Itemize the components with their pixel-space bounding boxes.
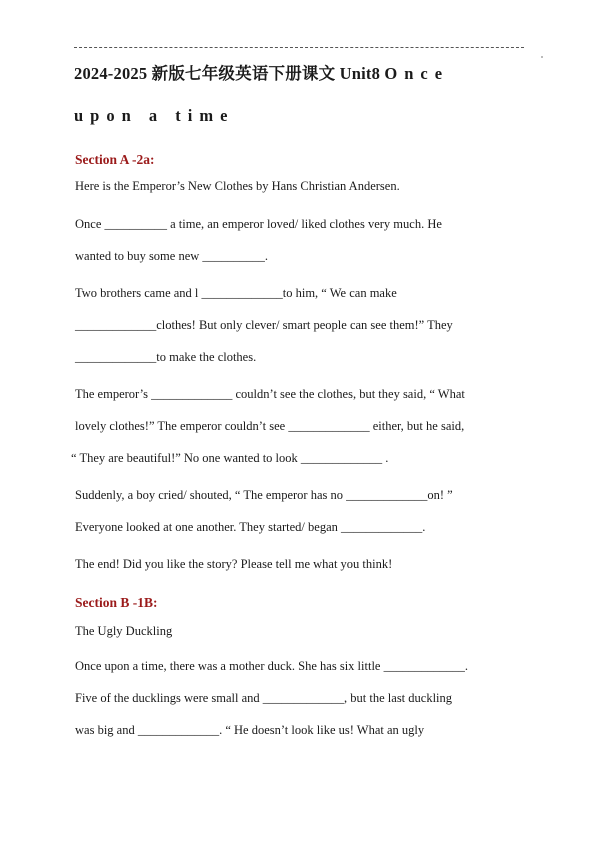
section-a-line: “ They are beautiful!” No one wanted to look _____________ . xyxy=(71,451,389,465)
section-a-heading: Section A -2a: xyxy=(75,152,155,167)
section-a-line: _____________to make the clothes. xyxy=(75,350,257,364)
section-a-line: Once __________ a time, an emperor loved/ liked clothes very much. He xyxy=(75,217,442,231)
section-a-line: Everyone looked at one another. They started/ began _____________. xyxy=(75,520,426,534)
section-a-line: The end! Did you like the story? Please tell me what you think! xyxy=(75,557,393,571)
corner-dot xyxy=(541,56,543,58)
section-a-line: Here is the Emperor’s New Clothes by Hans Christian Andersen. xyxy=(75,179,400,193)
section-b-line: Five of the ducklings were small and _____________, but the last duckling xyxy=(75,691,453,705)
section-a-line: Two brothers came and l _____________to him, “ We can make xyxy=(75,286,397,300)
header-dashed-rule xyxy=(74,47,524,48)
section-a-line: Suddenly, a boy cried/ shouted, “ The emperor has no _____________on! ” xyxy=(75,488,453,502)
section-b-line: Once upon a time, there was a mother duck. She has six little _____________. xyxy=(75,659,468,673)
document-title-line1 xyxy=(74,60,449,84)
section-a-line: _____________clothes! But only clever/ smart people can see them!” They xyxy=(75,318,453,332)
section-b-line: The Ugly Duckling xyxy=(75,624,173,638)
section-a-line: The emperor’s _____________ couldn’t see the clothes, but they said, “ What xyxy=(75,387,465,401)
title-main: 2024-2025 新版七年级英语下册课文 Unit8 xyxy=(74,64,381,83)
title-tail: Once xyxy=(384,64,450,83)
section-b-line: was big and _____________. “ He doesn’t look like us! What an ugly xyxy=(75,723,425,737)
section-a-line: lovely clothes!” The emperor couldn’t see _____________ either, but he said, xyxy=(75,419,465,433)
document-title-line2: upon a time xyxy=(74,106,235,125)
section-a-line: wanted to buy some new __________. xyxy=(75,249,269,263)
section-b-heading: Section B -1B: xyxy=(75,595,158,610)
